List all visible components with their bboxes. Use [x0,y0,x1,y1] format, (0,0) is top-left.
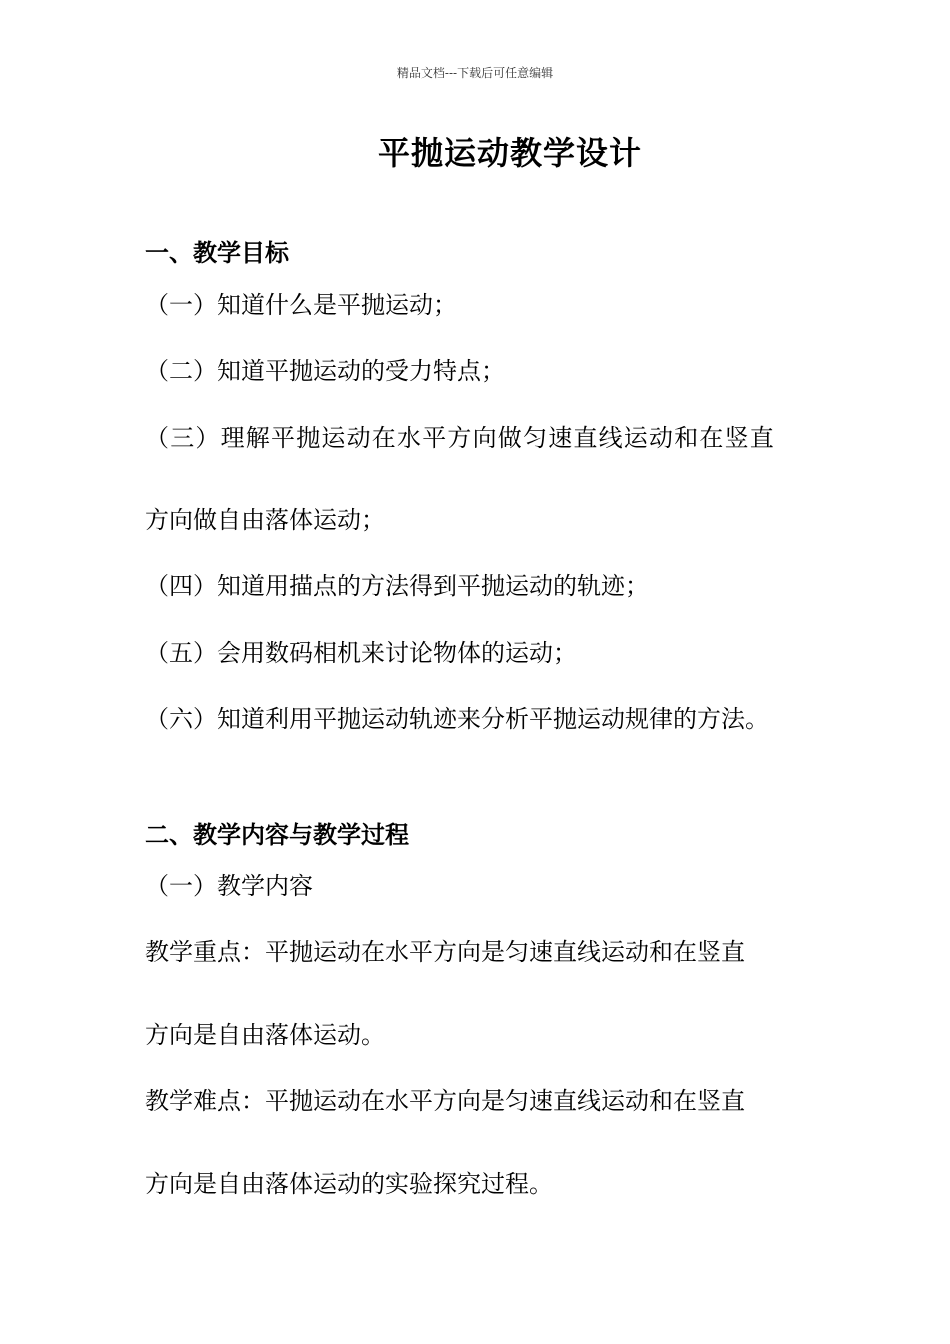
header-note: 精品文档---下载后可任意编辑 [396,66,554,80]
objective-item: （三）理解平抛运动在水平方向做匀速直线运动和在竖直 [145,424,775,452]
objective-item: （二）知道平抛运动的受力特点； [145,357,505,385]
teaching-key-point-continuation: 方向是自由落体运动。 [145,1021,385,1049]
objective-item: （四）知道用描点的方法得到平抛运动的轨迹； [145,572,649,600]
objective-item-continuation: 方向做自由落体运动； [145,506,385,534]
document-title: 平抛运动教学设计 [377,134,642,172]
section-heading-content-process: 二、教学内容与教学过程 [145,821,409,849]
section-heading-objectives: 一、教学目标 [145,239,289,267]
sub-heading-teaching-content: （一）教学内容 [145,872,313,900]
objective-item: （五）会用数码相机来讨论物体的运动； [145,639,577,667]
teaching-difficulty: 教学难点：平抛运动在水平方向是匀速直线运动和在竖直 [145,1087,745,1115]
objective-item: （六）知道利用平抛运动轨迹来分析平抛运动规律的方法。 [145,705,769,733]
objective-item: （一）知道什么是平抛运动； [145,291,457,319]
teaching-difficulty-continuation: 方向是自由落体运动的实验探究过程。 [145,1170,553,1198]
teaching-key-point: 教学重点：平抛运动在水平方向是匀速直线运动和在竖直 [145,938,745,966]
